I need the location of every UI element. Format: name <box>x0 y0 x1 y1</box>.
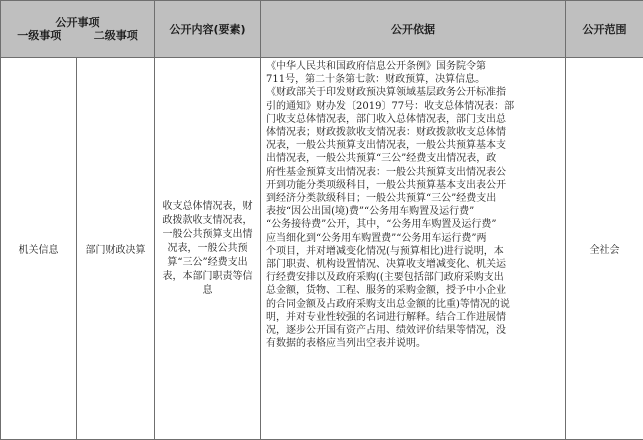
header-level2-label: 二级事项 <box>93 29 138 42</box>
header-basis: 公开依据 <box>261 1 566 58</box>
cell-content-wrap <box>155 58 261 440</box>
cell-content: 收支总体情况表，财政拨款收支情况表，一般公共预算支出情况表，一般公共预算“三公”经费支出表，本部门职责等信息 <box>162 200 253 296</box>
cell-level1: 机关信息 <box>1 58 77 440</box>
header-content: 公开内容(要素) <box>155 1 261 58</box>
header-scope: 公开范围 <box>566 1 643 58</box>
header-row <box>1 1 643 58</box>
cell-basis: 《中华人民共和国政府信息公开条例》国务院令第 711号，第二十条第七款：财政预算，决算信息。 《财政部关于印发财政预决算领域基层政务公开标准指 引的通知》财办发〔2019〕77号：收支总体情况表：部 门收支总体情况表，部门收入总体情况表，部门支出总 体情况表；财政拨款收支情况表：财政拨款收支总体情 况表，一般公共预算支出情况表，一般公共预算基本支 出情况表，一般公共预算“三公”经费支出情况表，政 府性基金预算支出情况表：一般公共预算支出情况表公 开到功能分类项级科目，一般公共预算基本支出表公开 到经济分类款级科目；一般公共预算“三公”经费支出 表按“因公出国(境)费”“公务用车购置及运行费” “公务接待费”公开，其中，“公务用车购置及运行费” 应当细化到“公务用车购置费”“公务用车运行费”两 个项目，并对增减变化情况(与预算相比)进行说明，本 部门职责、机构设置情况、决算收支增减变化、机关运 行经费安排以及政府采购((主要包括部门政府采购支出 总金额，货物、工程、服务的采购金额，授予中小企业 的合同金额及占政府采购支出总金额的比重)等情况的说 明，并对专业性较强的名词进行解释。结合工作进展情 况，逐步公开国有资产占用、绩效评价结果等情况，没 有数据的表格应当列出空表并说明。 <box>261 58 566 440</box>
cell-level2: 部门财政决算 <box>77 58 155 440</box>
header-level1-label: 一级事项 <box>17 29 62 42</box>
header-public-matters <box>1 1 155 58</box>
table-row <box>1 58 643 440</box>
cell-scope: 全社会 <box>566 58 643 440</box>
header-group-label: 公开事项 <box>55 16 100 29</box>
